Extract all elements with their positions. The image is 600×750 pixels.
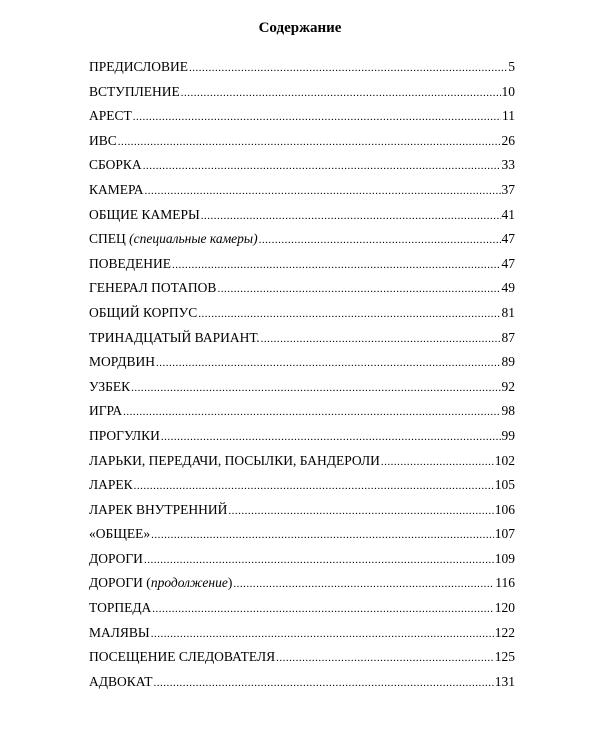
- toc-entry-page-number: 81: [501, 304, 515, 320]
- toc-entry-label: [89, 129, 117, 154]
- toc-entry: [89, 571, 515, 596]
- toc-dot-leader: [143, 154, 501, 179]
- toc-dot-leader: [152, 597, 493, 622]
- toc-entry-label: [89, 645, 275, 670]
- toc-entry: [89, 203, 515, 228]
- toc-dot-leader: [154, 671, 494, 696]
- toc-entry-title: ДОРОГИ: [89, 550, 143, 566]
- toc-entry-title: ИГРА: [89, 403, 123, 419]
- toc-dot-leader: [131, 376, 500, 401]
- toc-entry-label: [89, 424, 160, 449]
- toc-entry: [89, 252, 515, 277]
- toc-entry: [89, 129, 515, 154]
- toc-entry-page-number: 47: [501, 231, 515, 247]
- toc-dot-leader: [118, 130, 501, 155]
- toc-entry-label: [89, 399, 122, 424]
- toc-entry-label: [89, 252, 171, 277]
- toc-entry-page-number: 99: [501, 427, 515, 443]
- toc-entry: [89, 80, 515, 105]
- toc-entry-label: [89, 596, 151, 621]
- toc-entry-page-number: 47: [501, 255, 515, 271]
- toc-entry: [89, 424, 515, 449]
- toc-dot-leader: [189, 56, 507, 81]
- toc-dot-leader: [134, 474, 494, 499]
- toc-entry-page-number: 107: [494, 526, 515, 542]
- toc-entry-label: [89, 326, 260, 351]
- toc-entry-label: [89, 449, 380, 474]
- toc-entry: [89, 350, 515, 375]
- toc-dot-leader: [201, 204, 501, 229]
- toc-entry: [89, 449, 515, 474]
- toc-dot-leader: [233, 572, 494, 597]
- toc-dot-leader: [198, 302, 500, 327]
- toc-entry: [89, 375, 515, 400]
- toc-entry-label: [89, 350, 155, 375]
- toc-entry-title: ЛАРЬКИ, ПЕРЕДАЧИ, ПОСЫЛКИ, БАНДЕРОЛИ: [89, 452, 380, 468]
- toc-entry-page-number: 5: [508, 59, 515, 74]
- toc-entry-page-number: 109: [494, 550, 515, 566]
- toc-entry-suffix: ): [227, 575, 233, 591]
- toc-entry-title: МАЛЯВЫ: [89, 624, 150, 640]
- toc-entry-page-number: 122: [494, 624, 515, 640]
- toc-entry: [89, 104, 515, 129]
- toc-entry-page-number: 33: [501, 157, 515, 173]
- toc-entry-label: [89, 276, 216, 301]
- toc-title: Содержание: [258, 20, 342, 36]
- toc-entry: [89, 301, 515, 326]
- toc-entry-title: МОРДВИН: [89, 354, 155, 370]
- toc-entry-page-number: 98: [501, 403, 515, 419]
- toc-dot-leader: [217, 277, 500, 302]
- toc-entry-page-number: 10: [501, 83, 515, 99]
- toc-dot-leader: [156, 351, 501, 376]
- toc-entry: [89, 55, 515, 80]
- toc-entry-title: СПЕЦ: [89, 231, 130, 247]
- toc-entry-page-number: 125: [494, 649, 515, 665]
- toc-entry: [89, 473, 515, 498]
- toc-entry-title: ПОСЕЩЕНИЕ СЛЕДОВАТЕЛЯ: [89, 649, 276, 665]
- toc-entry: [89, 621, 515, 646]
- toc-entry: [89, 670, 515, 695]
- toc-entry-title: ПОВЕДЕНИЕ: [89, 255, 171, 271]
- toc-entry-title: ЛАРЕК: [89, 477, 133, 493]
- toc-entry: [89, 153, 515, 178]
- toc-entry-label: [89, 301, 197, 326]
- toc-entry-page-number: 49: [501, 280, 515, 296]
- toc-entry-page-number: 116: [495, 575, 515, 591]
- toc-entry-page-number: 41: [501, 206, 515, 222]
- toc-entry-label: [89, 621, 150, 646]
- toc-entry-title: ТОРПЕДА: [89, 600, 152, 616]
- toc-entry: [89, 276, 515, 301]
- toc-entry: [89, 178, 515, 203]
- toc-entry-label: [89, 178, 144, 203]
- toc-entry: [89, 227, 515, 252]
- toc-dot-leader: [261, 327, 501, 352]
- toc-entry-title: ПРЕДИСЛОВИЕ: [89, 59, 189, 74]
- toc-entry-title: ОБЩИЙ КОРПУС: [89, 304, 198, 320]
- toc-entry-page-number: 26: [501, 132, 515, 148]
- toc-entry-page-number: 106: [494, 501, 515, 517]
- toc-dot-leader: [172, 253, 501, 278]
- toc-entry-title: ГЕНЕРАЛ ПОТАПОВ: [89, 280, 217, 296]
- toc-entry-label: [89, 473, 133, 498]
- toc-entry-label: [89, 498, 227, 523]
- toc-entry: [89, 645, 515, 670]
- toc-entry: [89, 596, 515, 621]
- toc-entry-title: ИВС: [89, 132, 117, 148]
- toc-entry-title: «ОБЩЕЕ»: [89, 526, 151, 542]
- toc-dot-leader: [276, 646, 494, 671]
- toc-entry-title: ТРИНАДЦАТЫЙ ВАРИАНТ.: [89, 329, 260, 345]
- toc-entry: [89, 326, 515, 351]
- toc-entry: [89, 547, 515, 572]
- toc-dot-leader: [145, 179, 501, 204]
- toc-dot-leader: [123, 400, 500, 425]
- toc-entry-page-number: 105: [494, 477, 515, 493]
- toc-entry-note: (специальные камеры): [129, 231, 258, 247]
- toc-entry-note: продолжение: [150, 575, 228, 591]
- toc-list: [89, 55, 515, 694]
- toc-entry-label: [89, 55, 188, 80]
- toc-entry-page-number: 37: [501, 181, 515, 197]
- toc-entry-page-number: 11: [502, 108, 515, 124]
- toc-dot-leader: [181, 81, 501, 106]
- toc-entry-page-number: 131: [494, 673, 515, 689]
- toc-entry-page-number: 92: [501, 378, 515, 394]
- toc-entry-title: ПРОГУЛКИ: [89, 427, 160, 443]
- toc-dot-leader: [151, 523, 494, 548]
- toc-entry-label: [89, 571, 232, 596]
- toc-dot-leader: [151, 622, 494, 647]
- toc-dot-leader: [144, 548, 494, 573]
- toc-entry-label: [89, 547, 143, 572]
- toc-entry-title: ЛАРЕК ВНУТРЕННИЙ: [89, 501, 228, 517]
- toc-entry-title: ВСТУПЛЕНИЕ: [89, 83, 180, 99]
- toc-entry-label: [89, 153, 142, 178]
- toc-entry: [89, 498, 515, 523]
- toc-dot-leader: [259, 228, 501, 253]
- toc-entry-page-number: 102: [494, 452, 515, 468]
- toc-entry-title: УЗБЕК: [89, 378, 131, 394]
- toc-entry-title: АДВОКАТ: [89, 673, 153, 689]
- toc-entry-title: ДОРОГИ (: [89, 575, 151, 591]
- toc-entry-page-number: 87: [501, 329, 515, 345]
- toc-entry-page-number: 120: [494, 600, 515, 616]
- toc-entry-label: [89, 104, 132, 129]
- toc-entry: [89, 522, 515, 547]
- toc-dot-leader: [228, 499, 493, 524]
- toc-dot-leader: [161, 425, 501, 450]
- toc-entry-title: ОБЩИЕ КАМЕРЫ: [89, 206, 200, 222]
- toc-entry-label: [89, 227, 258, 252]
- toc-entry-page-number: 89: [501, 354, 515, 370]
- toc-entry-label: [89, 80, 180, 105]
- toc-entry-title: КАМЕРА: [89, 181, 144, 197]
- toc-dot-leader: [381, 450, 494, 475]
- toc-entry-label: [89, 670, 153, 695]
- toc-entry-label: [89, 375, 130, 400]
- toc-dot-leader: [133, 105, 501, 130]
- toc-entry-label: [89, 522, 150, 547]
- toc-entry-title: СБОРКА: [89, 157, 142, 173]
- toc-entry-title: АРЕСТ: [89, 108, 132, 124]
- toc-entry-label: [89, 203, 200, 228]
- toc-entry: [89, 399, 515, 424]
